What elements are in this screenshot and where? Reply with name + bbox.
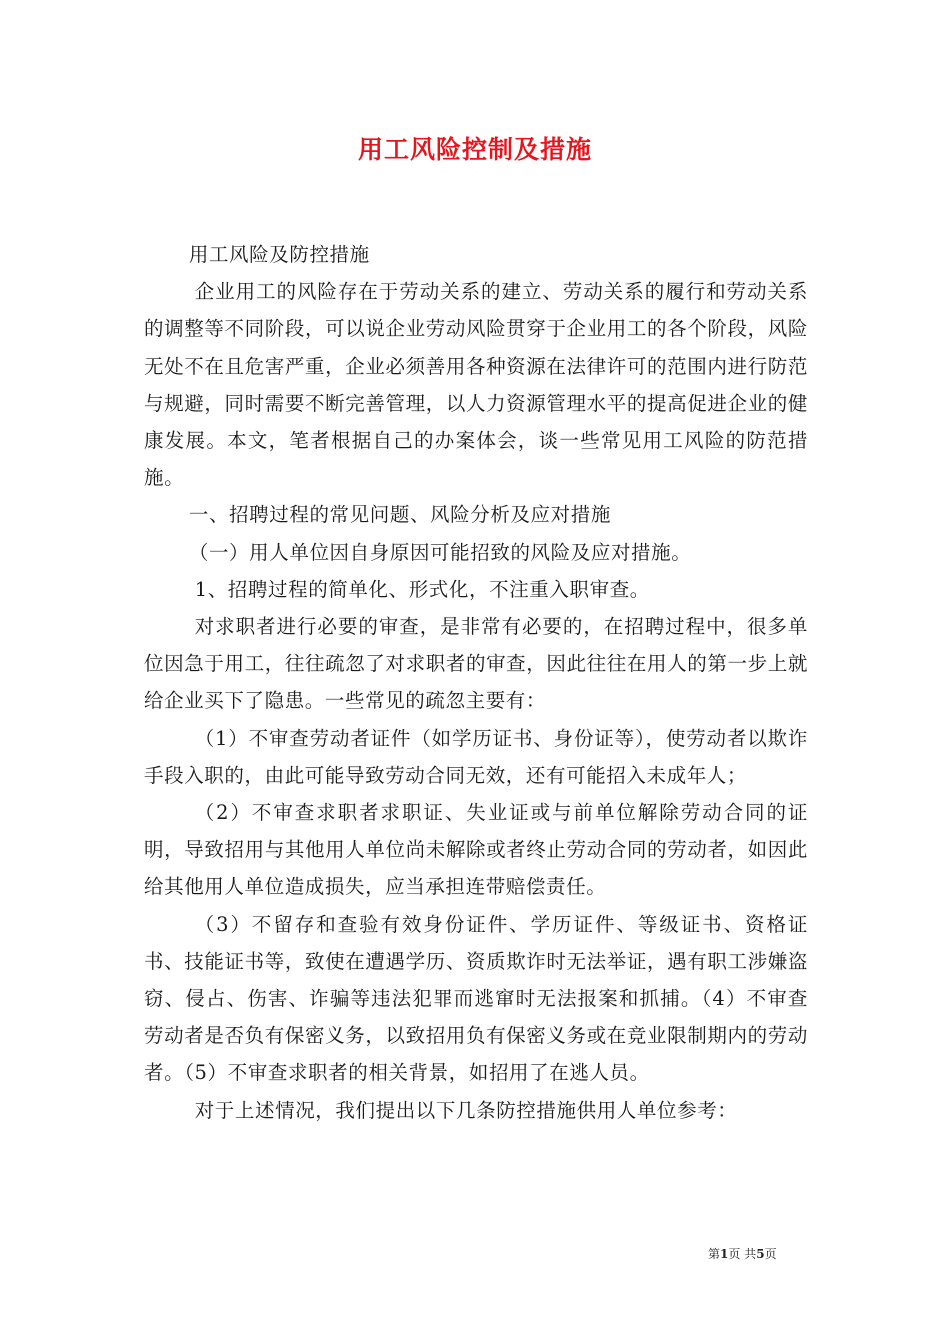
footer-total-pages: 5 xyxy=(756,1247,765,1261)
page-footer xyxy=(708,1245,777,1262)
footer-suffix: 页 xyxy=(764,1247,777,1261)
intro-paragraph: 企业用工的风险存在于劳动关系的建立、劳动关系的履行和劳动关系的调整等不同阶段，可以说企业劳动风险贯穿于企业用工的各个阶段，风险无处不在且危害严重，企业必须善用各种资源在法律许可的范围内进行防范与规避，同时需要不断完善管理，以人力资源管理水平的提高促进企业的健康发展。本文，笔者根据自己的办案体会，谈一些常见用工风险的防范措施。 xyxy=(144,280,808,490)
list-item-3: （3）不留存和查验有效身份证件、学历证件、等级证书、资格证书、技能证书等，致使在遭遇学历、资质欺诈时无法举证，遇有职工涉嫌盗窃、侵占、伤害、诈骗等违法犯罪而逃窜时无法报案和抓捕。（4）不审查劳动者是否负有保密义务，以致招用负有保密义务或在竞业限制期内的劳动者。（5）不审查求职者的相关背景，如招用了在逃人员。 xyxy=(144,912,808,1085)
item-heading: 1、招聘过程的简单化、形式化，不注重入职审查。 xyxy=(194,577,650,601)
subtitle-paragraph: 用工风险及防控措施 xyxy=(188,243,370,266)
footer-prefix: 第 xyxy=(708,1247,721,1261)
footer-middle: 页 共 xyxy=(728,1247,757,1261)
section-heading: 一、招聘过程的常见问题、风险分析及应对措施 xyxy=(188,503,611,527)
review-paragraph: 对求职者进行必要的审查，是非常有必要的，在招聘过程中，很多单位因急于用工，往往疏忽了对求职者的审查，因此往往在用人的第一步上就给企业买下了隐患。一些常见的疏忽主要有： xyxy=(144,615,808,713)
conclusion-paragraph: 对于上述情况，我们提出以下几条防控措施供用人单位参考： xyxy=(194,1098,738,1122)
document-body xyxy=(144,236,808,1129)
list-item-2: （2）不审查求职者求职证、失业证或与前单位解除劳动合同的证明，导致招用与其他用人单位尚未解除或者终止劳动合同的劳动者，如因此给其他用人单位造成损失，应当承担连带赔偿责任。 xyxy=(144,801,808,899)
list-item-1: （1）不审查劳动者证件（如学历证书、身份证等），使劳动者以欺诈手段入职的，由此可能导致劳动合同无效，还有可能招入未成年人； xyxy=(144,726,808,787)
subsection-heading: （一）用人单位因自身原因可能招致的风险及应对措施。 xyxy=(188,540,692,564)
footer-current-page: 1 xyxy=(720,1247,729,1261)
document-title: 用工风险控制及措施 xyxy=(357,135,592,164)
